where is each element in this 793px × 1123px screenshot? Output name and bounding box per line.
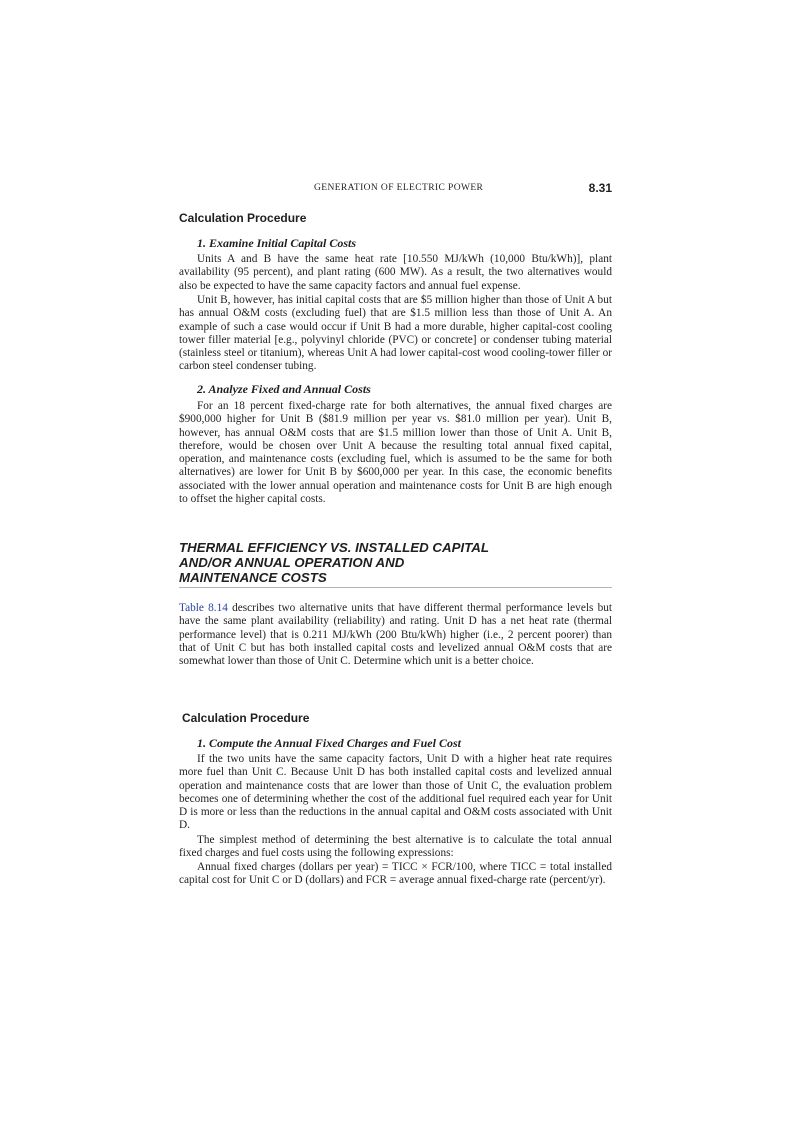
paragraph: If the two units have the same capacity factors, Unit D with a higher heat rate requires more fuel than Unit C. Because Unit D has both installed capital costs and levelized annual operation and maintenance costs that are lower than those of Unit C, the evaluation problem becomes one of determining whether the cost of the additional fuel required each year for Unit D is more or less than the reductions in the annual capital and O&M costs associated with Unit D. bbox=[179, 753, 612, 832]
paragraph: The simplest method of determining the best alternative is to calculate the total annual fixed charges and fuel costs using the following expressions: bbox=[179, 834, 612, 860]
calculation-procedure-heading: Calculation Procedure bbox=[182, 711, 310, 725]
step-heading: 1. Examine Initial Capital Costs bbox=[197, 236, 357, 250]
paragraph: Unit B, however, has initial capital costs that are $5 million higher than those of Unit A but has annual O&M costs (excluding fuel) that are $1.5 million less than those of Unit A. An example of such a case would occur if Unit B had a more durable, higher capital-cost cooling tower filler material [e.g., polyvinyl chloride (PVC) or concrete] or condenser tubing material (stainless steel or titanium), whereas Unit A had lower capital-cost wood cooling-tower filler or carbon steel condenser tubing. bbox=[179, 294, 612, 373]
step-heading: 1. Compute the Annual Fixed Charges and Fuel Cost bbox=[197, 736, 461, 750]
intro-paragraph bbox=[179, 602, 612, 668]
paragraph: Units A and B have the same heat rate [10.550 MJ/kWh (10,000 Btu/kWh)], plant availability (95 percent), and plant rating (600 MW). As a result, the two alternatives would also be expected to have the same capacity factors and annual fuel expense. bbox=[179, 253, 612, 292]
page-number: 8.31 bbox=[588, 181, 612, 195]
calculation-procedure-heading: Calculation Procedure bbox=[179, 211, 307, 225]
section-title-line: MAINTENANCE COSTS bbox=[179, 570, 327, 585]
paragraph: For an 18 percent fixed-charge rate for both alternatives, the annual fixed charges are $900,000 higher for Unit B ($81.9 million per year vs. $81.0 million per year). Unit B, however, has annual O&M costs that are $1.5 million lower than those of Unit A. Unit B, therefore, would be chosen over Unit A because the resulting total annual fixed capital, operation, and maintenance costs (excluding fuel, which is assumed to be the same for both alternatives) are lower for Unit B by $600,000 per year. In this case, the economic benefits associated with the lower annual operation and maintenance costs for Unit B are high enough to offset the higher capital costs. bbox=[179, 400, 612, 506]
paragraph: Annual fixed charges (dollars per year) = TICC × FCR/100, where TICC = total installed capital cost for Unit C or D (dollars) and FCR = average annual fixed-charge rate (percent/yr). bbox=[179, 861, 612, 887]
section-title-line: AND/OR ANNUAL OPERATION AND bbox=[179, 555, 405, 570]
intro-text: describes two alternative units that have different thermal performance levels but have the same plant availability (reliability) and rating. Unit D has a net heat rate (thermal performance level) that is 0.211 MJ/kWh (200 Btu/kWh) higher (i.e., 2 percent poorer) than that of Unit C but has both installed capital costs and levelized annual O&M costs that are somewhat lower than those of Unit C. Determine which unit is a better choice. bbox=[179, 602, 612, 668]
section-title bbox=[179, 540, 612, 585]
section-divider bbox=[179, 587, 612, 588]
section-title-line: THERMAL EFFICIENCY VS. INSTALLED CAPITAL bbox=[179, 540, 490, 555]
step-heading: 2. Analyze Fixed and Annual Costs bbox=[197, 382, 371, 396]
table-reference-link[interactable]: Table 8.14 bbox=[179, 602, 228, 614]
running-head-title: GENERATION OF ELECTRIC POWER bbox=[314, 183, 484, 193]
